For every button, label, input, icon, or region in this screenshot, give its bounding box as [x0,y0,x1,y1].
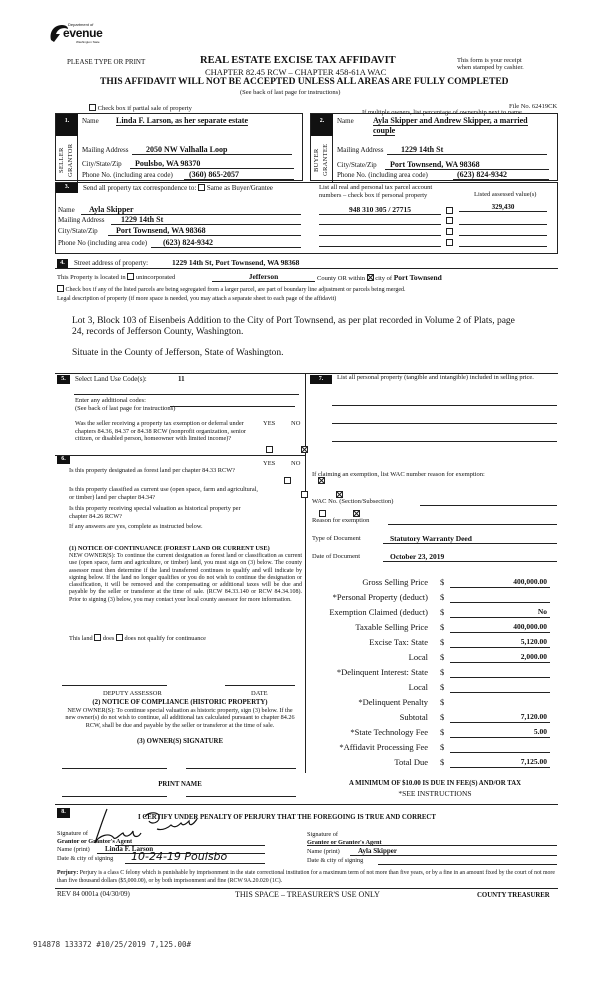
legal-description-label: Legal description of property (if more space is needed, you may attach a separate sheet to each page of the affidavit) [57,296,337,302]
form-title: REAL ESTATE EXCISE TAX AFFIDAVIT [200,55,396,66]
treasurer-use-label: THIS SPACE – TREASURER'S USE ONLY [235,890,380,899]
buyer-mailing-field[interactable]: 1229 14th St [387,145,547,155]
seller-mailing-field[interactable]: 2050 NW Valhalla Loop [132,145,292,155]
buyer-section: 2. BUYER GRANTEE Name Ayla Skipper and Andrew Skipper, a married couple Mailing Address 1229 14th St City/State/Zip Port Townsend, WA 98368 Phone No. (including area code) (623) 824-9342 [310,113,558,181]
does-not-qualify-checkbox[interactable] [116,634,123,641]
within-city-checkbox[interactable] [367,274,374,281]
print-name-label: PRINT NAME [158,781,202,788]
forest-land-question: Is this property designated as forest land per chapter 84.33 RCW? [69,467,235,474]
does-qualify-checkbox[interactable] [94,634,101,641]
dor-logo: Department of evenue Washington State [48,18,108,48]
forest-yes-checkbox[interactable] [284,477,291,484]
wac-number-field[interactable] [420,498,557,506]
fee-row-exemption-claimed: Exemption Claimed (deduct) $ No [310,607,560,621]
grantor-date-city-field[interactable]: 10-24-19 Poulsbo [125,850,265,864]
personal-property-checkbox[interactable] [446,239,453,246]
treasurer-stamp: 914878 133372 #10/25/2019 7,125.00# [33,940,192,949]
fee-row-gross-selling-price: Gross Selling Price $ 400,000.00 [310,577,560,591]
see-back-note: (See back of last page for instructions) [240,89,341,96]
segregated-row: Check box if any of the listed parcels are being segregated from a larger parcel, are part of boundary line adjustment or parcels being merged. [57,285,405,293]
exemption-question: Was the seller receiving a property tax exemption or deferral under chapters 84.36, 84.37 or 84.38 RCW (nonprofit organization, senior citizen, or disabled person, homeowner with limited income)? [75,420,246,442]
parcel-row: 948 310 305 / 27715 329,430 [319,205,549,216]
current-use-yes-checkbox[interactable] [301,491,308,498]
correspondence-mailing-field[interactable]: 1229 14th St [111,215,301,225]
section-1-badge: 1. [56,114,78,136]
personal-property-label: List all personal property (tangible and intangible) included in selling price. [337,374,534,381]
current-use-question: Is this property classified as current use (open space, farm and agricultural, or timber) land per chapter 84.34? [69,486,259,501]
section-4-badge: 4. [57,259,68,268]
seller-phone-field[interactable]: (360) 865-2057 [184,170,294,180]
multiple-owners-note: If multiple owners, list percentage of ownership next to name. [362,109,524,116]
segregated-checkbox[interactable] [57,285,64,292]
historic-question: Is this property receiving special valuation as historical property per chapter 84.26 RCW? [69,505,241,520]
buyer-name-field[interactable]: Ayla Skipper and Andrew Skipper, a married couple [373,116,528,135]
section-8-badge: 8. [57,808,70,818]
column-divider [305,373,306,773]
county-field[interactable]: Jefferson [212,272,315,282]
fee-row-delinquent-interest-local: Local $ [310,682,560,696]
correspondence-city-field[interactable]: Port Townsend, WA 98368 [108,226,301,236]
seller-name-field[interactable]: Linda F. Larson, as her separate estate [116,116,248,125]
assessor-date-line[interactable] [225,685,295,686]
deputy-assessor-line[interactable] [62,685,167,686]
grantee-signature-line[interactable] [307,845,557,846]
grantor-name-field[interactable]: Linda F. Larson [97,845,265,854]
print-name-line-2[interactable] [186,796,296,797]
correspondence-name-field[interactable]: Ayla Skipper [81,205,301,215]
location-row: This Property is located in unincorporated [57,274,176,281]
notice-continuance-title: (1) NOTICE OF CONTINUANCE (FOREST LAND OR CURRENT USE) [69,545,270,552]
land-use-code-field[interactable]: 11 [178,375,185,383]
additional-codes-field[interactable] [170,401,295,407]
form-chapter: CHAPTER 82.45 RCW – CHAPTER 458-61A WAC [205,67,387,77]
parcel-list [319,205,549,249]
section-2-badge: 2. [311,114,333,136]
grantor-side-label: GRANTOR [67,143,74,177]
minimum-due-note: A MINIMUM OF $10.00 IS DUE IN FEE(S) AND/OR TAX [348,780,522,787]
fee-row-subtotal: Subtotal $ 7,120.00 [310,712,560,726]
please-type-label: PLEASE TYPE OR PRINT [67,58,146,66]
file-number: File No. 62419CK [509,103,558,110]
seller-side-label: SELLER [58,147,65,173]
personal-property-line-3[interactable] [332,441,557,442]
parcel-row [319,216,549,227]
personal-property-line-2[interactable] [332,423,557,424]
fee-row-total-due: Total Due $ 7,125.00 [310,757,560,771]
grantee-date-city-field[interactable] [378,857,557,865]
print-name-line-1[interactable] [62,796,167,797]
section-7-badge: 7. [310,375,332,384]
certification-statement: I CERTIFY UNDER PENALTY OF PERJURY THAT THE FOREGOING IS TRUE AND CORRECT [138,814,436,821]
historic-yes-checkbox[interactable] [319,510,326,517]
form-warning: THIS AFFIDAVIT WILL NOT BE ACCEPTED UNLESS ALL AREAS ARE FULLY COMPLETED [100,77,509,87]
parcel-row [319,238,549,249]
partial-sale-checkbox[interactable] [89,104,96,111]
parcel-header: List all real and personal tax parcel account numbers – check box if personal property [319,184,433,199]
fee-row-affidavit-processing-fee: *Affidavit Processing Fee $ [310,742,560,756]
unincorporated-checkbox[interactable] [127,273,134,280]
assessed-header: Listed assessed value(s) [474,191,537,198]
personal-property-checkbox[interactable] [446,228,453,235]
fee-row-excise-tax-state: Excise Tax: State $ 5,120.00 [310,637,560,651]
exemption-reason-field[interactable] [388,517,557,525]
section-5-badge: 5. [57,375,70,384]
notice-continuance-text: NEW OWNER(S): To continue the current designation as forest land or classification as current use (open space, farm and agriculture, or timber) land, you must sign on (3) below. The county assessor must then determine if the land transferred continues to qualify and will indicate by signing below. If the land no longer qualifies or you do not wish to continue the designation or classification, it will be removed and the compensating or additional taxes will be due and payable by the seller or transferor at the time of sale. (RCW 84.33.140 or RCW 84.34.108). Prior to signing (3) below, you may contact your local county assessor for more information. [69,553,302,603]
fee-row-state-technology-fee: *State Technology Fee $ 5.00 [310,727,560,741]
same-as-buyer-checkbox[interactable] [198,184,205,191]
personal-property-checkbox[interactable] [446,217,453,224]
correspondence-section: 3. Send all property tax correspondence to: Same as Buyer/Grantee Name Ayla Skipper Mailing Address 1229 14th St City/State/Zip Port Townsend, WA 98368 Phone No (including area code) (623) 824-9342 List all real and personal tax parcel account numbers – check box if personal property Listed assessed value(s) 948 310 305 / 27715 329,430 [55,182,558,254]
legal-description[interactable]: Lot 3, Block 103 of Eisenbeis Addition to the City of Port Townsend, as per plat recorded in Volume 2 of Plats, page 24, records of Jefferson County, Washington. Situate in the County of Jefferson, State of Washington. [72,316,515,358]
partial-sale-row: Check box if partial sale of property [89,104,192,112]
exemption-yes-checkbox[interactable] [266,446,273,453]
receipt-note: This form is your receipt when stamped by cashier. [457,57,524,71]
revision-label: REV 84 0001a (04/30/09) [57,890,130,898]
seller-section: 1. SELLER GRANTOR Name Linda F. Larson, as her separate estate Mailing Address 2050 NW Valhalla Loop City/State/Zip Poulsbo, WA 98370 Phone No. (including area code) (360) 865-2057 [55,113,303,181]
county-treasurer-label: COUNTY TREASURER [477,892,550,899]
parcel-row [319,227,549,238]
notice-compliance-text: NEW OWNER(S): To continue special valuation as historic property, sign (3) below. If the new owner(s) do not wish to continue, all additional tax calculated pursuant to chapter 84.26 RCW, shall be due and payable by the seller or transferor at the time of sale. [65,707,295,729]
seller-city-field[interactable]: Poulsbo, WA 98370 [130,159,294,169]
owner-signature-label: (3) OWNER(S) SIGNATURE [137,738,223,745]
see-instructions-note: *SEE INSTRUCTIONS [398,789,472,798]
owner-signature-line-1[interactable] [62,768,167,769]
buyer-phone-field[interactable]: (623) 824-9342 [453,170,549,180]
fee-row-delinquent-interest-state: *Delinquent Interest: State $ [310,667,560,681]
document-type-field[interactable]: Statutory Warranty Deed [383,534,557,544]
property-street-field[interactable]: 1229 14th St, Port Townsend, WA 98368 [172,258,300,267]
personal-property-checkbox[interactable] [446,207,453,214]
grantee-side-label: GRANTEE [322,143,329,177]
current-use-no-checkbox[interactable] [336,491,343,498]
section-6-badge: 6. [57,455,70,464]
buyer-side-label: BUYER [313,148,320,172]
city-field[interactable]: Port Townsend [393,273,442,282]
fee-row-taxable-selling-price: Taxable Selling Price $ 400,000.00 [310,622,560,636]
grantee-name-field[interactable]: Ayla Skipper [350,847,557,856]
historic-no-checkbox[interactable] [353,510,360,517]
exemption-no-checkbox[interactable] [301,446,308,453]
fee-row-excise-tax-local: Local $ 2,000.00 [310,652,560,666]
section-3-badge: 3. [56,183,78,193]
fee-row-delinquent-penalty: *Delinquent Penalty $ [358,697,445,707]
correspondence-phone-field[interactable]: (623) 824-9342 [151,238,301,248]
grantor-signature[interactable] [85,805,225,847]
notice-compliance-title: (2) NOTICE OF COMPLIANCE (HISTORIC PROPERTY) [92,699,268,706]
perjury-notice: Perjury: Perjury is a class C felony which is punishable by imprisonment in the state correctional institution for a maximum term of not more than five years, or by a fine in an amount fixed by the court of not more than five thousand dollars ($5,000.00), or by both imprisonment and fine (RCW 9A.20.020 (1C). [57,870,555,884]
personal-property-line-1[interactable] [332,405,557,406]
fee-row-personal-property: *Personal Property (deduct) $ [310,592,560,606]
owner-signature-line-2[interactable] [186,768,296,769]
document-date-field[interactable]: October 23, 2019 [383,552,557,562]
buyer-city-field[interactable]: Port Townsend, WA 98368 [385,160,549,170]
continuance-qualify-row: This land does does not qualify for continuance [69,635,206,642]
forest-no-checkbox[interactable] [318,477,325,484]
